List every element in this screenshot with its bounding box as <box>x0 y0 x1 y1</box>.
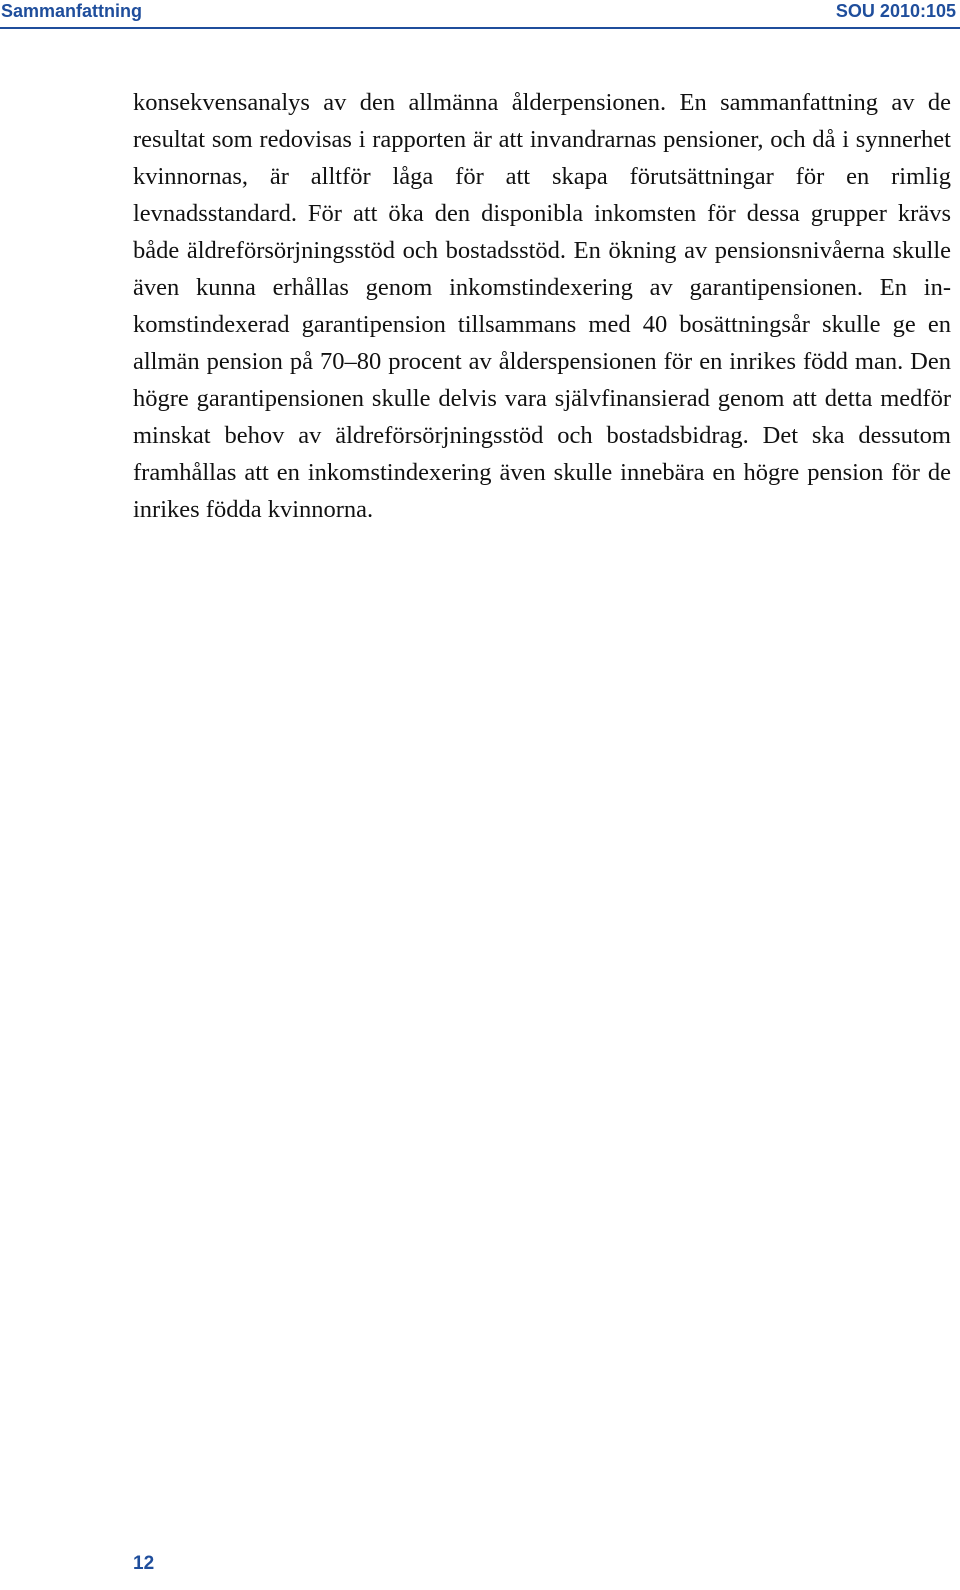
running-header <box>0 0 960 22</box>
report-id: SOU 2010:105 <box>835 1 956 21</box>
header-divider <box>0 27 960 29</box>
body-text <box>133 84 951 528</box>
body-paragraph: konsekvensanalys av den allmänna ålderpensionen. En sammanfattning av de resultat som redovisas i rapporten är att invandrarnas pensioner, och då i synnerhet kvinnornas, är alltför låga för att skapa förutsättningar för en rimlig levnadsstandard. För att öka den disponibla inkomsten för dessa grupper krävs både äldreförsörjningsstöd och bostadsstöd. En ökning av pensionsnivåerna skulle även kunna erhållas genom inkomstindexering av garantipensionen. En inkomstindexerad garantipension tillsammans med 40 bosättningsår skulle ge en allmän pension på 70–80 procent av ålderspensionen för en inrikes född man. Den högre garantipensionen skulle delvis vara självfinansierad genom att detta medför minskat behov av äldreförsörjningsstöd och bostadsbidrag. Det ska dessutom framhållas att en inkomstindexering även skulle innebära en högre pension för de inrikes födda kvinnorna. <box>133 89 951 523</box>
page-number: 12 <box>133 1553 155 1574</box>
section-title: Sammanfattning <box>1 1 143 21</box>
